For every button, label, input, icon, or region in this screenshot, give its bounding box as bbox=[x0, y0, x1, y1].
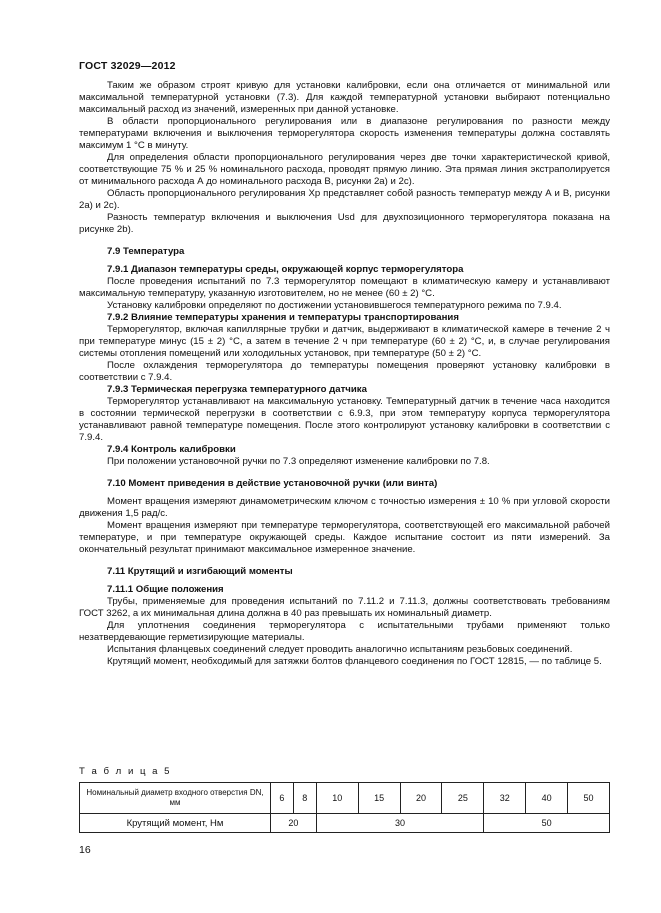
section-heading: 7.10 Момент приведения в действие установочной ручки (или винта) bbox=[107, 478, 438, 489]
paragraph: Терморегулятор, включая капиллярные трубки и датчик, выдерживают в климатической камере в течение 2 ч при температуре минус (15 ± 2) °С, а затем в течение 2 ч при температуре (60 ± 2) °С, и, в случае регулирования системы отопления помещений или холодильных установок, при температуре (50 ± 2) °С. bbox=[79, 324, 610, 359]
table-cell: 20 bbox=[400, 783, 442, 814]
torque-table bbox=[79, 782, 610, 833]
table-cell: 15 bbox=[358, 783, 400, 814]
paragraph: Момент вращения измеряют динамометрическим ключом с точностью измерения ± 10 % при угловой скорости движения 1,5 рад/с. bbox=[79, 496, 610, 519]
table-cell: 25 bbox=[442, 783, 484, 814]
paragraph: Терморегулятор устанавливают на максимальную установку. Температурный датчик в течение часа находится в состоянии термической перегрузки в соответствии с 6.9.3, при этом температуру корпуса терморегулятора устанавливают равной температуре помещения. После этого контролируют установку калибровки в соответствии с 7.9.4. bbox=[79, 396, 610, 443]
paragraph: В области пропорционального регулирования или в диапазоне регулирования по разности между температурами включения и выключения терморегулятора скорость изменения температуры должна составлять максимум 1 °С в минуту. bbox=[79, 116, 610, 151]
paragraph: Крутящий момент, необходимый для затяжки болтов фланцевого соединения по ГОСТ 12815, — по таблице 5. bbox=[107, 656, 602, 667]
paragraph: Разность температур включения и выключения Usd для двухпозиционного терморегулятора показана на рисунке 2b). bbox=[79, 212, 610, 235]
paragraph: При положении установочной ручки по 7.3 определяют изменение калибровки по 7.8. bbox=[107, 456, 490, 467]
subsection-heading: 7.9.4 Контроль калибровки bbox=[107, 444, 236, 455]
body-text bbox=[79, 80, 610, 668]
subsection-heading: 7.11.1 Общие положения bbox=[107, 584, 224, 595]
paragraph: Момент вращения измеряют при температуре терморегулятора, соответствующей его максимальной рабочей температуре, и при температуре окружающей среды. Каждое испытание состоит из пяти измерений. За окончательный результат принимают максимальное измеренное значение. bbox=[79, 520, 610, 555]
table-row bbox=[80, 783, 610, 814]
table-header-cell: Номинальный диаметр входного отверстия DN, мм bbox=[80, 783, 271, 814]
table-cell: 10 bbox=[316, 783, 358, 814]
table-cell: 50 bbox=[484, 814, 610, 833]
paragraph: Установку калибровки определяют по достижении установившегося температурного режима по 7.9.4. bbox=[107, 300, 562, 311]
paragraph: После охлаждения терморегулятора до температуры помещения проверяют установку калибровки в соответствии с 7.9.4. bbox=[79, 360, 610, 383]
table-caption: Т а б л и ц а 5 bbox=[79, 766, 172, 777]
subsection-heading: 7.9.3 Термическая перегрузка температурного датчика bbox=[107, 384, 367, 395]
table-cell: 6 bbox=[271, 783, 294, 814]
table-cell: 40 bbox=[526, 783, 568, 814]
paragraph: Таким же образом строят кривую для установки калибровки, если она отличается от минимальной или максимальной температурной установки (7.3). Для каждой температурной установки выбирают потенциально максимальный расход из значений, измеренных при данной установке. bbox=[79, 80, 610, 115]
paragraph: Для уплотнения соединения терморегулятора с испытательными трубами применяют только незатвердевающие герметизирующие материалы. bbox=[79, 620, 610, 643]
subsection-heading: 7.9.2 Влияние температуры хранения и температуры транспортирования bbox=[107, 312, 459, 323]
table-cell: 8 bbox=[293, 783, 316, 814]
table-row-label: Крутящий момент, Нм bbox=[80, 814, 271, 833]
table-cell: 30 bbox=[316, 814, 484, 833]
table-cell: 32 bbox=[484, 783, 526, 814]
table-cell: 20 bbox=[271, 814, 317, 833]
paragraph: Для определения области пропорционального регулирования через две точки характеристической кривой, соответствующие 75 % и 25 % номинального расхода, проводят прямую линию. Эта прямая линия экстраполируется от минимального расхода А до номинального расхода В, рисунки 2а) и 2с). bbox=[79, 152, 610, 187]
paragraph: Испытания фланцевых соединений следует проводить аналогично испытаниям резьбовых соединений. bbox=[107, 644, 573, 655]
page-header: ГОСТ 32029—2012 bbox=[79, 60, 176, 72]
paragraph: Область пропорционального регулирования Xp представляет собой разность температур между А и В, рисунки 2а) и 2с). bbox=[79, 188, 610, 211]
paragraph: После проведения испытаний по 7.3 терморегулятор помещают в климатическую камеру и устанавливают максимальную температуру, указанную изготовителем, но не менее (60 ± 2) °С. bbox=[79, 276, 610, 299]
table-row bbox=[80, 814, 610, 833]
page-number: 16 bbox=[79, 844, 91, 856]
section-heading: 7.9 Температура bbox=[107, 246, 185, 257]
subsection-heading: 7.9.1 Диапазон температуры среды, окружающей корпус терморегулятора bbox=[107, 264, 464, 275]
table-cell: 50 bbox=[568, 783, 610, 814]
section-heading: 7.11 Крутящий и изгибающий моменты bbox=[107, 566, 293, 577]
paragraph: Трубы, применяемые для проведения испытаний по 7.11.2 и 7.11.3, должны соответствовать требованиям ГОСТ 3262, а их минимальная длина должна в 40 раз превышать их номинальный диаметр. bbox=[79, 596, 610, 619]
